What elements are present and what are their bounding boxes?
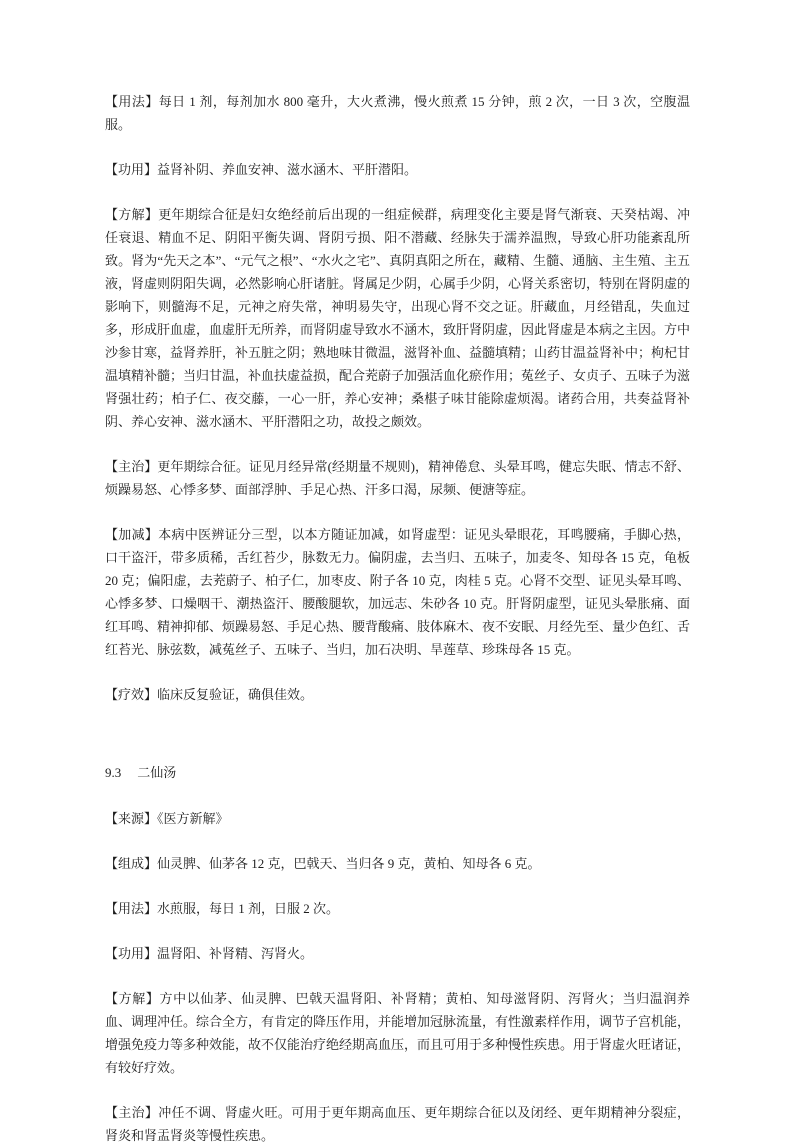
field-text-source: 《医方新解》: [157, 811, 229, 826]
field-label-efficacy: 【疗效】: [105, 687, 158, 702]
field-label-function-2: 【功用】: [105, 946, 158, 961]
field-label-usage: 【用法】: [105, 94, 159, 109]
field-text-modification: 本病中医辨证分三型，以本方随证加减，如肾虚型：证见头晕眼花，耳鸣腰痛，手脚心热，口干盗汗，带多质稀，舌红苔少，脉数无力。偏阴虚，去当归、五味子，加麦冬、知母各 15 克，龟板 20 克；偏阳虚，去茺蔚子、柏子仁，加枣皮、附子各 10 克，肉桂 5 克。心肾不交型、证见头晕耳鸣、心悸多梦、口燥咽干、潮热盗汗、腰酸腿软，加远志、朱砂各 10 克。肝肾阴虚型，证见头晕胀痛、面红耳鸣、精神抑郁、烦躁易怒、手足心热、腰背酸痛、肢体麻木、夜不安眠、月经先至、量少色红、舌红苔光、脉弦数，减菟丝子、五味子、当归，加石决明、旱莲草、珍珠母各 15 克。: [105, 527, 691, 657]
field-label-function: 【功用】: [105, 162, 158, 177]
field-text-efficacy: 临床反复验证，确俱佳效。: [157, 687, 314, 702]
field-label-indication-2: 【主治】: [105, 1105, 159, 1120]
field-label-analysis-2: 【方解】: [105, 991, 160, 1006]
paragraph-analysis: [105, 203, 690, 433]
paragraph-modification: [105, 523, 690, 661]
paragraph-composition: [105, 852, 690, 875]
paragraph-usage: [105, 90, 690, 136]
field-text-indication: 更年期综合征。证见月经异常(经期量不规则)，精神倦怠、头晕耳鸣，健忘失眠、情志不舒、烦躁易怒、心悸多梦、面部浮肿、手足心热、汗多口渴，尿频、便溏等症。: [105, 459, 690, 497]
paragraph-indication-2: [105, 1101, 690, 1147]
field-text-function: 益肾补阴、养血安神、滋水涵木、平肝潜阳。: [157, 162, 418, 177]
field-text-usage-2: 水煎服，每日 1 剂，日服 2 次。: [157, 901, 340, 916]
paragraph-function: [105, 158, 690, 181]
paragraph-source: [105, 807, 690, 830]
field-text-analysis: 更年期综合征是妇女绝经前后出现的一组症候群，病理变化主要是肾气渐衰、天癸枯竭、冲任衰退、精血不足、阴阳平衡失调、肾阴亏损、阳不潜藏、经脉失于濡养温煦，导致心肝功能紊乱所致。肾为“先天之本”、“元气之根”、“水火之宅”、真阴真阳之所在，藏精、生髓、通脑、主生殖、主五液，肾虚则阴阳失调，必然影响心肝诸脏。肾属足少阴，心属手少阴，心肾关系密切，特别在肾阴虚的影响下，则髓海不足，元神之府失常，神明易失守，出现心肾不交之证。肝藏血，月经错乱，失血过多，形成肝血虚，血虚肝无所养，而肾阴虚导致水不涵木，致肝肾阴虚，因此肾虚是本病之主因。方中沙参甘寒，益肾养肝，补五脏之阴；熟地味甘微温，滋肾补血、益髓填精；山药甘温益肾补中；枸杞甘温填精补髓；当归甘温，补血扶虚益损，配合茺蔚子加强活血化瘀作用；菟丝子、女贞子、五味子为滋肾强壮药；柏子仁、夜交藤，一心一肝，养心安神；桑椹子味甘能除虚烦渴。诸药合用，共奏益肾补阴、养心安神、滋水涵木、平肝潜阳之功，故投之颇效。: [105, 207, 691, 429]
paragraph-function-2: [105, 942, 690, 965]
field-label-usage-2: 【用法】: [105, 901, 158, 916]
field-text-indication-2: 冲任不调、肾虚火旺。可用于更年期高血压、更年期综合征以及闭经、更年期精神分裂症，肾炎和肾盂肾炎等慢性疾患。: [105, 1105, 690, 1143]
section-title: 二仙汤: [137, 765, 177, 780]
field-label-analysis: 【方解】: [105, 207, 159, 222]
paragraph-analysis-2: [105, 987, 690, 1079]
section-heading: [105, 761, 690, 784]
paragraph-indication: [105, 455, 690, 501]
field-text-analysis-2: 方中以仙茅、仙灵脾、巴戟天温肾阳、补肾精；黄柏、知母滋肾阴、泻肾火；当归温润养血、调理冲任。综合全方，有肯定的降压作用，并能增加冠脉流量，有性激素样作用，调节子宫机能，增强免疫力等多种效能，故不仅能治疗绝经期高血压，而且可用于多种慢性疾患。用于肾虚火旺诸证，有较好疗效。: [105, 991, 691, 1075]
field-label-indication: 【主治】: [105, 459, 158, 474]
paragraph-usage-2: [105, 897, 690, 920]
section-number: 9.3: [105, 765, 122, 780]
field-text-usage: 每日 1 剂，每剂加水 800 毫升，大火煮沸，慢火煎煮 15 分钟，煎 2 次，一日 3 次，空腹温服。: [105, 94, 690, 132]
field-label-composition: 【组成】: [105, 856, 158, 871]
paragraph-efficacy: [105, 683, 690, 706]
field-text-composition: 仙灵脾、仙茅各 12 克，巴戟天、当归各 9 克，黄柏、知母各 6 克。: [157, 856, 541, 871]
field-text-function-2: 温肾阳、补肾精、泻肾火。: [157, 946, 314, 961]
formula-section-previous: [105, 90, 690, 706]
field-label-modification: 【加减】: [105, 527, 159, 542]
formula-section-erxiantang: [105, 761, 690, 1147]
field-label-source: 【来源】: [105, 811, 158, 826]
